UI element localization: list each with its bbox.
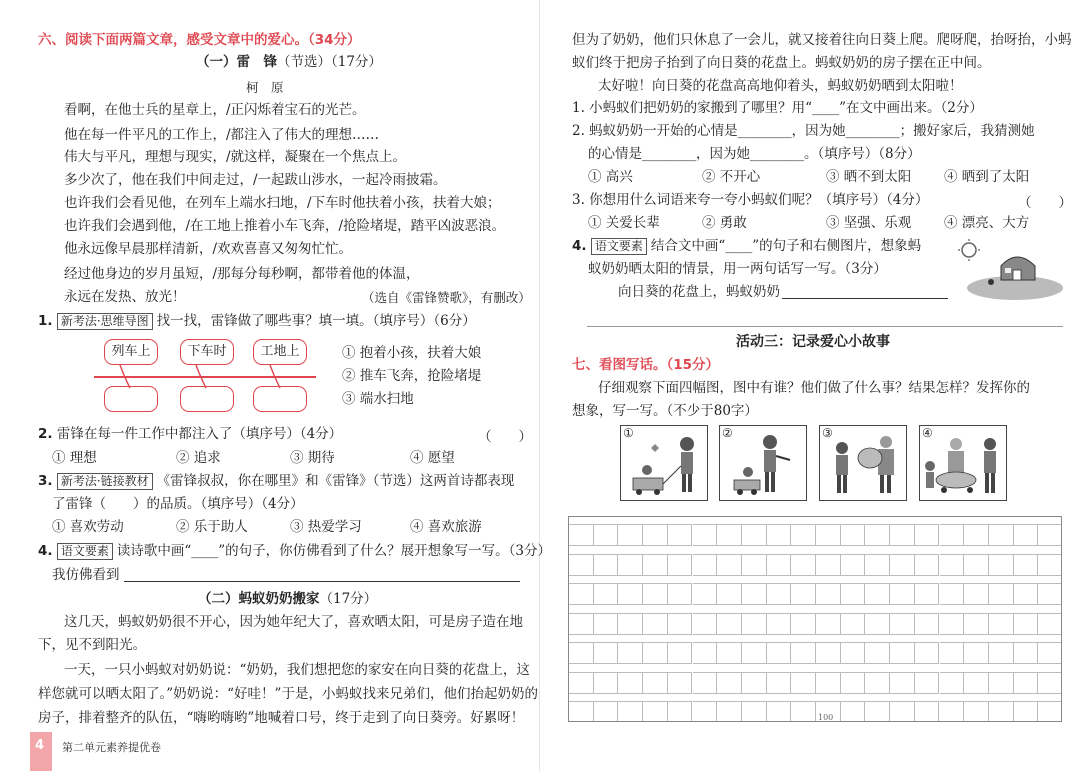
grid-cell[interactable]	[890, 701, 915, 722]
grid-cell[interactable]	[594, 613, 619, 635]
question-4	[38, 542, 551, 560]
grid-cell[interactable]	[989, 672, 1014, 694]
grid-cell[interactable]	[964, 701, 989, 722]
q3-line2: 了雷锋（ ）的品质。（填序号）（4分）	[52, 496, 304, 512]
grid-cell[interactable]	[693, 583, 718, 605]
q-number: 4.	[572, 238, 587, 254]
grid-cell[interactable]	[668, 642, 693, 664]
grid-cell[interactable]	[1014, 672, 1039, 694]
q-text: 雷锋在每一件工作中都注入了（填序号）（4分）	[56, 426, 343, 442]
grid-cell[interactable]	[569, 701, 594, 722]
grid-cell[interactable]	[791, 583, 816, 605]
grid-cell[interactable]	[767, 642, 792, 664]
grid-cell[interactable]	[865, 642, 890, 664]
grid-count-mark: 100	[818, 713, 834, 722]
answer-paren[interactable]: （ ）	[478, 429, 532, 445]
grid-cell[interactable]	[594, 672, 619, 694]
grid-cell[interactable]	[791, 554, 816, 576]
grid-cell[interactable]	[989, 642, 1014, 664]
grid-cell[interactable]	[594, 642, 619, 664]
q-tag: 语文要素	[591, 238, 647, 255]
q-number: 2.	[38, 426, 53, 442]
q-text: 读诗歌中画“____”的句子，你仿佛看到了什么？展开想象写一写。（3分）	[116, 543, 551, 559]
grid-cell[interactable]	[693, 672, 718, 694]
part1-title	[196, 53, 382, 71]
section7-line: 想象，写一写。（不少于80字）	[572, 403, 758, 419]
grid-cell[interactable]	[569, 554, 594, 576]
section6-title: 六、阅读下面两篇文章，感受文章中的爱心。（34分）	[38, 32, 361, 48]
q-tag: 新考法·链接教材	[57, 473, 153, 490]
story-line: 房子，排着整齐的队伍，“嗨哟嗨哟”地喊着口号，终于走到了向日葵旁。好累呀！	[38, 710, 525, 726]
grid-cell[interactable]	[816, 524, 841, 546]
mindmap-box-label: 下车时	[187, 344, 227, 359]
elder-in-cart-icon	[920, 426, 1006, 500]
grid-cell[interactable]	[643, 554, 668, 576]
picture-number: ①	[623, 426, 634, 440]
q1-option: ① 抱着小孩，扶着大娘	[342, 345, 482, 361]
r-q2-option: ③ 晒不到太阳	[826, 169, 912, 185]
q-number: 3.	[38, 473, 53, 489]
grid-cell[interactable]	[816, 613, 841, 635]
grid-cell[interactable]	[841, 642, 866, 664]
grid-cell[interactable]	[594, 554, 619, 576]
q2-option: ② 追求	[176, 450, 221, 466]
grid-cell[interactable]	[915, 524, 940, 546]
grid-cell[interactable]	[594, 701, 619, 722]
q3-option: ④ 喜欢旅游	[410, 519, 482, 535]
grid-cell[interactable]	[717, 554, 742, 576]
grid-cell[interactable]	[816, 583, 841, 605]
q1-option: ③ 端水扫地	[342, 391, 414, 407]
grid-cell[interactable]	[643, 524, 668, 546]
r-q4-answer-line[interactable]	[782, 284, 948, 299]
grid-cell[interactable]	[964, 642, 989, 664]
picture-panel	[819, 425, 907, 501]
grid-cell[interactable]	[865, 554, 890, 576]
grid-cell[interactable]	[865, 524, 890, 546]
grid-cell[interactable]	[865, 613, 890, 635]
grid-cell[interactable]	[841, 701, 866, 722]
grid-cell[interactable]	[569, 642, 594, 664]
grid-cell[interactable]	[668, 613, 693, 635]
q2-option: ① 理想	[52, 450, 97, 466]
grid-cell[interactable]	[816, 672, 841, 694]
grid-cell[interactable]	[742, 583, 767, 605]
section7-title: 七、看图写话。（15分）	[572, 357, 720, 373]
q4-answer-prefix: 我仿佛看到	[52, 567, 120, 583]
grid-cell[interactable]	[643, 672, 668, 694]
grid-cell[interactable]	[791, 524, 816, 546]
grid-cell[interactable]	[1038, 583, 1062, 605]
q-text: 《雷锋叔叔，你在哪里》和《雷锋》（节选）这两首诗都表现	[156, 473, 515, 489]
grid-cell[interactable]	[915, 554, 940, 576]
grid-cell[interactable]	[668, 672, 693, 694]
child-pulling-cart-icon	[621, 426, 707, 500]
part1-title-text: （一）雷 锋	[196, 54, 277, 70]
grid-cell[interactable]	[618, 583, 643, 605]
grid-cell[interactable]	[915, 642, 940, 664]
grid-cell[interactable]	[1038, 524, 1062, 546]
poem-line: 多少次了，他在我们中间走过，/一起跋山涉水，一起冷雨披霜。	[64, 172, 447, 188]
r-question-1: 1. 小蚂蚁们把奶奶的家搬到了哪里？用“____”在文中画出来。（2分）	[572, 100, 983, 116]
grid-cell[interactable]	[742, 613, 767, 635]
grid-cell[interactable]	[1014, 524, 1039, 546]
q3-option: ② 乐于助人	[176, 519, 248, 535]
grid-cell[interactable]	[816, 554, 841, 576]
grid-cell[interactable]	[668, 524, 693, 546]
story-line: 这几天，蚂蚁奶奶很不开心，因为她年纪大了，喜欢晒太阳，可是房子造在地	[64, 614, 523, 630]
r-question-3: 3. 你想用什么词语来夸一夸小蚂蚁们呢？（填序号）（4分）	[572, 192, 929, 208]
part2-title-text: （二）蚂蚁奶奶搬家	[198, 591, 320, 607]
grid-cell[interactable]	[989, 554, 1014, 576]
grid-cell[interactable]	[865, 701, 890, 722]
grid-cell[interactable]	[1014, 583, 1039, 605]
grid-cell[interactable]	[940, 642, 965, 664]
grid-cell[interactable]	[717, 524, 742, 546]
poem-line: 他在每一件平凡的工作上，/都注入了伟大的理想……	[64, 127, 380, 143]
grid-cell[interactable]	[890, 642, 915, 664]
grid-cell[interactable]	[940, 554, 965, 576]
grid-cell[interactable]	[594, 524, 619, 546]
grid-cell[interactable]	[742, 524, 767, 546]
picture-panel	[719, 425, 807, 501]
r-question-2: 2. 蚂蚁奶奶一开始的心情是________，因为她________；搬好家后，我猜测她	[572, 123, 1035, 139]
grid-cell[interactable]	[693, 701, 718, 722]
grid-cell[interactable]	[1014, 701, 1039, 722]
q3-option: ③ 热爱学习	[290, 519, 362, 535]
q2-option: ④ 愿望	[410, 450, 455, 466]
picture-number: ④	[922, 426, 933, 440]
grid-cell[interactable]	[964, 554, 989, 576]
r-q2-option: ② 不开心	[702, 169, 761, 185]
grid-cell[interactable]	[865, 583, 890, 605]
story-line: 一天，一只小蚂蚁对奶奶说：“奶奶，我们想把您的家安在向日葵的花盘上，这	[64, 662, 530, 678]
r-question-4	[572, 237, 921, 255]
grid-cell[interactable]	[964, 613, 989, 635]
grid-cell[interactable]	[717, 642, 742, 664]
grid-cell[interactable]	[569, 613, 594, 635]
grid-cell[interactable]	[643, 583, 668, 605]
story-line: 样您就可以晒太阳了。”奶奶说：“好哇！”于是，小蚂蚁找来兄弟们，他们抬起奶奶的	[38, 686, 538, 702]
grid-cell[interactable]	[742, 554, 767, 576]
part1-note: （节选）（17分）	[277, 54, 382, 70]
grid-cell[interactable]	[816, 642, 841, 664]
ant-house-illustration	[955, 238, 1063, 302]
grid-cell[interactable]	[964, 524, 989, 546]
grid-cell[interactable]	[989, 583, 1014, 605]
activity3-title: 活动三：记录爱心小故事	[736, 334, 890, 350]
story-line: 下，见不到阳光。	[38, 637, 146, 653]
grid-cell[interactable]	[717, 672, 742, 694]
poem-source: （选自《雷锋赞歌》，有删改）	[362, 290, 531, 305]
q-text: 结合文中画“____”的句子和右侧图片，想象蚂	[650, 238, 922, 254]
grid-cell[interactable]	[989, 701, 1014, 722]
grid-cell[interactable]	[791, 701, 816, 722]
grid-cell[interactable]	[742, 672, 767, 694]
question-1	[38, 312, 476, 330]
grid-cell[interactable]	[742, 701, 767, 722]
question-3	[38, 472, 514, 490]
grid-cell[interactable]	[668, 701, 693, 722]
q-number: 4.	[38, 543, 53, 559]
grid-cell[interactable]	[841, 672, 866, 694]
writing-grid[interactable]	[568, 516, 1062, 722]
r-q3-option: ② 勇敢	[702, 215, 747, 231]
grid-cell[interactable]	[1014, 554, 1039, 576]
part2-note: （17分）	[319, 591, 378, 607]
grid-cell[interactable]	[693, 642, 718, 664]
grid-cell[interactable]	[940, 701, 965, 722]
grid-cell[interactable]	[767, 524, 792, 546]
r-q4-line2: 蚁奶奶晒太阳的情景，用一两句话写一写。（3分）	[588, 261, 887, 277]
grid-cell[interactable]	[1038, 554, 1062, 576]
grid-cell[interactable]	[717, 701, 742, 722]
grid-cell[interactable]	[693, 524, 718, 546]
grid-cell[interactable]	[841, 554, 866, 576]
r-q3-option: ③ 坚强、乐观	[826, 215, 912, 231]
grid-cell[interactable]	[1014, 642, 1039, 664]
grid-cell[interactable]	[717, 613, 742, 635]
grid-cell[interactable]	[791, 672, 816, 694]
r-q2-option: ① 高兴	[588, 169, 633, 185]
picture-number: ③	[822, 426, 833, 440]
q-number: 1.	[38, 313, 53, 329]
q3-option: ① 喜欢劳动	[52, 519, 124, 535]
grid-cell[interactable]	[618, 672, 643, 694]
grid-cell[interactable]	[643, 613, 668, 635]
grid-cell[interactable]	[791, 613, 816, 635]
grid-cell[interactable]	[767, 613, 792, 635]
grid-cell[interactable]	[865, 672, 890, 694]
grid-cell[interactable]	[915, 583, 940, 605]
grid-cell[interactable]	[618, 613, 643, 635]
grid-cell[interactable]	[767, 554, 792, 576]
story-line: 太好啦！向日葵的花盘高高地仰着头，蚂蚁奶奶晒到太阳啦！	[598, 78, 963, 94]
grid-cell[interactable]	[693, 554, 718, 576]
grid-cell[interactable]	[618, 642, 643, 664]
picture-number: ②	[722, 426, 733, 440]
divider	[587, 326, 1063, 327]
story-line: 蚁们终于把房子抬到了向日葵的花盘上。蚂蚁奶奶的房子摆在正中间。	[572, 55, 991, 71]
grid-cell[interactable]	[940, 524, 965, 546]
grid-cell[interactable]	[989, 524, 1014, 546]
footer-title: 第二单元素养提优卷	[62, 741, 161, 754]
q-tag: 新考法·思维导图	[57, 313, 153, 330]
mindmap-box-label: 工地上	[260, 344, 300, 359]
grid-cell[interactable]	[569, 583, 594, 605]
grid-cell[interactable]	[989, 613, 1014, 635]
grid-cell[interactable]	[668, 554, 693, 576]
question-2	[38, 425, 342, 443]
grid-cell[interactable]	[717, 583, 742, 605]
poem-line: 也许我们会看见他，在列车上端水扫地，/下车时他扶着小孩，扶着大娘；	[64, 195, 501, 211]
grid-cell[interactable]	[693, 613, 718, 635]
grid-cell[interactable]	[618, 701, 643, 722]
poem-line: 经过他身边的岁月虽短，/那每分每秒啊，都带着他的体温，	[64, 266, 420, 282]
grid-cell[interactable]	[618, 554, 643, 576]
r-q3-option: ④ 漂亮、大方	[944, 215, 1030, 231]
grid-cell[interactable]	[643, 701, 668, 722]
grid-cell[interactable]	[940, 672, 965, 694]
grid-cell[interactable]	[890, 583, 915, 605]
grid-cell[interactable]	[569, 524, 594, 546]
poem-line: 他永远像早晨那样清新，/欢欢喜喜又匆匆忙忙。	[64, 241, 353, 257]
grid-cell[interactable]	[1038, 642, 1062, 664]
poem-line: 也许我们会遇到他，/在工地上推着小车飞奔，/抢险堵堤，踏平凶波恶浪。	[64, 218, 506, 234]
child-pointing-icon	[720, 426, 806, 500]
picture-panel	[620, 425, 708, 501]
carrying-sack-icon	[820, 426, 906, 500]
q2-option: ③ 期待	[290, 450, 335, 466]
grid-cell[interactable]	[940, 613, 965, 635]
section7-line: 仔细观察下面四幅图，图中有谁？他们做了什么事？结果怎样？发挥你的	[598, 380, 1030, 396]
grid-cell[interactable]	[767, 701, 792, 722]
grid-cell[interactable]	[1038, 672, 1062, 694]
grid-cell[interactable]	[767, 583, 792, 605]
grid-cell[interactable]	[890, 613, 915, 635]
r-q4-prefix: 向日葵的花盘上，蚂蚁奶奶	[618, 284, 780, 300]
grid-cell[interactable]	[890, 524, 915, 546]
grid-cell[interactable]	[742, 642, 767, 664]
poem-author: 柯 原	[246, 80, 284, 95]
grid-cell[interactable]	[964, 672, 989, 694]
grid-cell[interactable]	[643, 642, 668, 664]
q-text: 找一找，雷锋做了哪些事？填一填。（填序号）（6分）	[156, 313, 476, 329]
answer-paren[interactable]: （ ）	[1018, 195, 1072, 211]
grid-cell[interactable]	[841, 524, 866, 546]
picture-panel	[919, 425, 1007, 501]
poem-line: 永远在发热、放光！	[64, 289, 186, 305]
grid-cell[interactable]	[767, 672, 792, 694]
story-line: 但为了奶奶，他们只休息了一会儿，就又接着往向日葵上爬。爬呀爬，抬呀抬，小蚂	[572, 32, 1072, 48]
r-q3-option: ① 关爱长辈	[588, 215, 660, 231]
grid-cell[interactable]	[668, 583, 693, 605]
q4-answer-line[interactable]	[124, 567, 520, 582]
r-q2-option: ④ 晒到了太阳	[944, 169, 1030, 185]
grid-cell[interactable]	[915, 613, 940, 635]
grid-cell[interactable]	[594, 583, 619, 605]
q1-option: ② 推车飞奔，抢险堵堤	[342, 368, 482, 384]
poem-line: 伟大与平凡，理想与现实，/就这样，凝聚在一个焦点上。	[64, 149, 407, 165]
grid-cell[interactable]	[1014, 613, 1039, 635]
grid-cell[interactable]	[915, 672, 940, 694]
grid-cell[interactable]	[841, 583, 866, 605]
poem-line: 看啊，在他士兵的星章上，/正闪烁着宝石的光芒。	[64, 102, 366, 118]
mindmap-branches	[94, 362, 324, 392]
grid-cell[interactable]	[618, 524, 643, 546]
grid-cell[interactable]	[1038, 613, 1062, 635]
r-question-2-line2: 的心情是________，因为她________。（填序号）（8分）	[588, 146, 921, 162]
part2-title	[198, 590, 377, 608]
page-number: 4	[35, 738, 45, 753]
grid-cell[interactable]	[964, 583, 989, 605]
grid-cell[interactable]	[915, 701, 940, 722]
grid-cell[interactable]	[841, 613, 866, 635]
grid-cell[interactable]	[890, 672, 915, 694]
grid-cell[interactable]	[890, 554, 915, 576]
grid-cell[interactable]	[940, 583, 965, 605]
mindmap-box-label: 列车上	[111, 344, 151, 359]
q-tag: 语文要素	[57, 543, 113, 560]
grid-cell[interactable]	[569, 672, 594, 694]
grid-cell[interactable]	[1038, 701, 1062, 722]
grid-cell[interactable]	[791, 642, 816, 664]
